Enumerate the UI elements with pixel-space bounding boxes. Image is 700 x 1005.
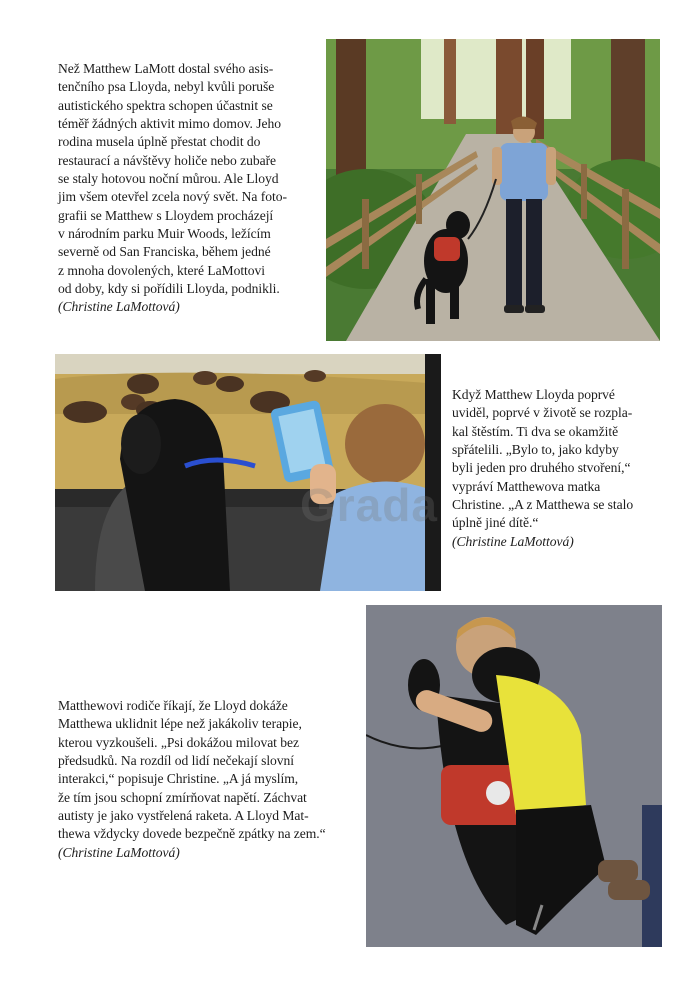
photo-muir-woods-walk: [326, 39, 660, 341]
caption-paragraph-2: [452, 386, 676, 551]
caption-2-text: Když Matthew Lloyda poprvé uviděl, poprvé v životě se rozpla- kal štěstím. Ti dva se okamžitě spřátelili. „Bylo to, jako kdyby byli jeden pro druhého stvoření,“ vypráví Matthewova matka Christine. „A z Matthewa se stalo úplně jiné dítě.“: [452, 387, 634, 531]
caption-1-credit: (Christine LaMottová): [58, 299, 180, 315]
watermark: Grada: [300, 479, 438, 531]
caption-3-credit: (Christine LaMottová): [58, 844, 180, 860]
photo-car-bison: [55, 354, 441, 591]
caption-paragraph-3: [58, 697, 358, 862]
caption-3-text: Matthewovi rodiče říkají, že Lloyd dokáže Matthewa uklidnit lépe než jakákoliv terapie, kterou vyzkoušeli. „Psi dokážou milovat bez předsudků. Na rozdíl od lidí nečekají slovní interakci,“ popisuje Christine. „A já myslím, že tím jsou schopní zmírňovat napětí. Záchvat autisty je jako vystřelená raketa. A Lloyd Mat- thewa vždycky dovede bezpečně zpátky na zem.“: [58, 698, 326, 842]
caption-1-text: Než Matthew LaMott dostal svého asis- tenčního psa Lloyda, nebyl kvůli poruše autistického spektra schopen účastnit se téměř žádných aktivit mimo domov. Jeho rodina musela úplně přestat chodit do restaurací a návštěvy holiče nebo zubaře se staly hotovou noční můrou. Ale Lloyd jim všem otevřel zcela nový svět. Na foto- grafii se Matthew s Lloydem procházejí v národním parku Muir Woods, ležícím severně od San Franciska, během jedné z mnoha dovolených, které LaMottovi od doby, kdy si pořídili Lloyda, podnikli.: [58, 61, 287, 297]
caption-2-credit: (Christine LaMottová): [452, 533, 574, 549]
caption-paragraph-1: [58, 60, 320, 317]
photo-boy-hugging-dog: [366, 605, 662, 947]
